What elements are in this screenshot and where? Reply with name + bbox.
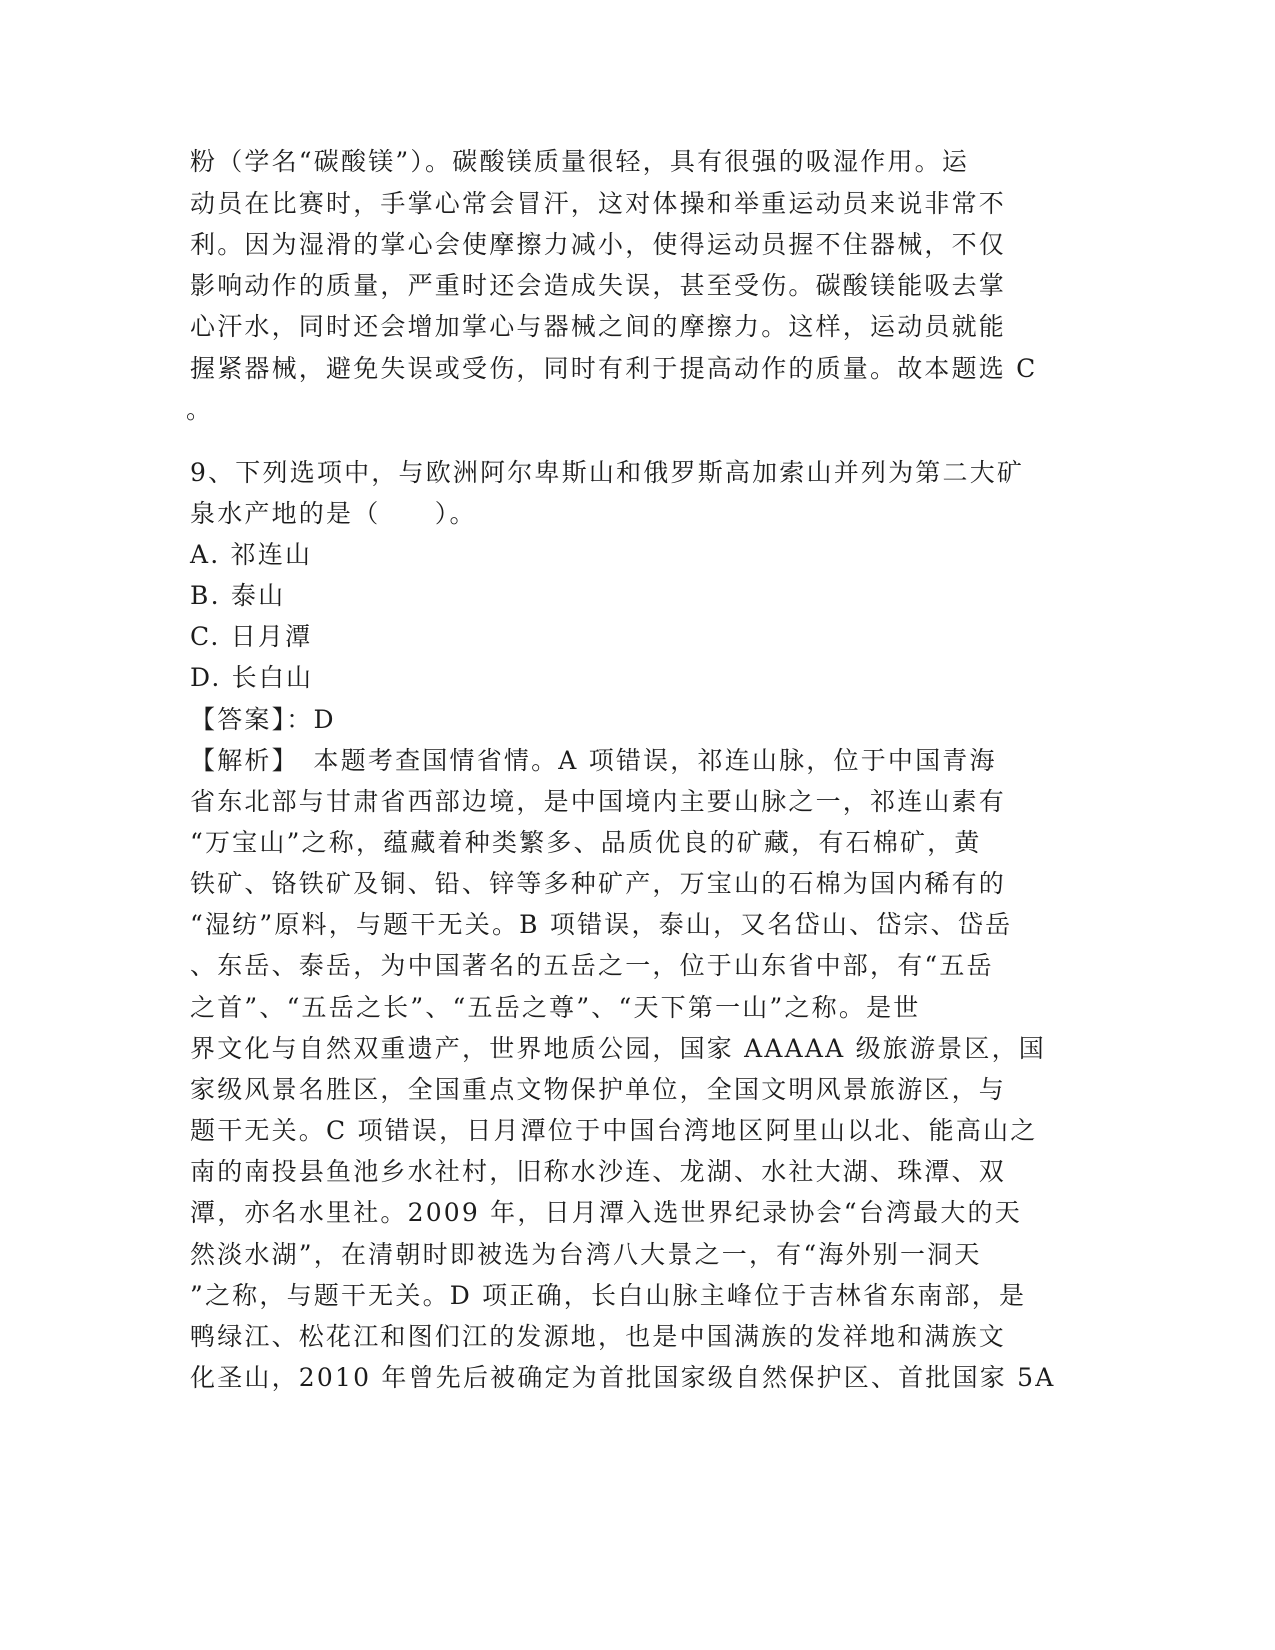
analysis-line: “湿纺”原料，与题干无关。B 项错误，泰山，又名岱山、岱宗、岱岳 bbox=[190, 910, 1013, 939]
text-line: 粉（学名“碳酸镁”）。碳酸镁质量很轻，具有很强的吸湿作用。运 bbox=[190, 147, 970, 176]
analysis-line: 、东岳、泰岳，为中国著名的五岳之一，位于山东省中部，有“五岳 bbox=[190, 951, 994, 980]
option-b: B. 泰山 bbox=[190, 581, 286, 610]
option-c: C. 日月潭 bbox=[190, 622, 313, 651]
analysis-line: 之首”、“五岳之长”、“五岳之尊”、“天下第一山”之称。是世 bbox=[190, 993, 921, 1022]
analysis-line: 化圣山，2010 年曾先后被确定为首批国家级自然保护区、首批国家 5A bbox=[190, 1363, 1056, 1392]
text-line: 动员在比赛时，手掌心常会冒汗，这对体操和举重运动员来说非常不 bbox=[190, 189, 1007, 218]
analysis-line: 界文化与自然双重遗产，世界地质公园，国家 AAAAA 级旅游景区，国 bbox=[190, 1034, 1046, 1063]
analysis-line: ”之称，与题干无关。D 项正确，长白山脉主峰位于吉林省东南部，是 bbox=[190, 1281, 1027, 1310]
answer-line: 【答案】：D bbox=[190, 705, 336, 734]
analysis-line: 然淡水湖”，在清朝时即被选为台湾八大景之一，有“海外别一洞天 bbox=[190, 1240, 982, 1269]
analysis-line: 家级风景名胜区，全国重点文物保护单位，全国文明风景旅游区，与 bbox=[190, 1075, 1007, 1104]
question-stem: 泉水产地的是（ ）。 bbox=[190, 499, 477, 528]
text-line: 握紧器械，避免失误或受伤，同时有利于提高动作的质量。故本题选 C bbox=[190, 354, 1038, 383]
text-line: 心汗水，同时还会增加掌心与器械之间的摩擦力。这样，运动员就能 bbox=[190, 312, 1007, 341]
text-line: 影响动作的质量，严重时还会造成失误，甚至受伤。碳酸镁能吸去掌 bbox=[190, 271, 1007, 300]
analysis-line: 南的南投县鱼池乡水社村，旧称水沙连、龙湖、水社大湖、珠潭、双 bbox=[190, 1157, 1007, 1186]
text-line: 。 bbox=[186, 395, 214, 424]
analysis-line: 【解析】 本题考查国情省情。A 项错误，祁连山脉，位于中国青海 bbox=[190, 746, 997, 775]
analysis-line: 铁矿、铬铁矿及铜、铅、锌等多种矿产，万宝山的石棉为国内稀有的 bbox=[190, 869, 1007, 898]
analysis-line: 潭，亦名水里社。2009 年，日月潭入选世界纪录协会“台湾最大的天 bbox=[190, 1198, 1022, 1227]
text-line: 利。因为湿滑的掌心会使摩擦力减小，使得运动员握不住器械，不仅 bbox=[190, 230, 1007, 259]
option-a: A. 祁连山 bbox=[190, 540, 313, 569]
question-stem: 9、下列选项中，与欧洲阿尔卑斯山和俄罗斯高加索山并列为第二大矿 bbox=[190, 458, 1025, 487]
analysis-line: “万宝山”之称，蕴藏着种类繁多、品质优良的矿藏，有石棉矿，黄 bbox=[190, 828, 982, 857]
option-d: D. 长白山 bbox=[190, 663, 314, 692]
analysis-line: 鸭绿江、松花江和图们江的发源地，也是中国满族的发祥地和满族文 bbox=[190, 1322, 1007, 1351]
analysis-line: 省东北部与甘肃省西部边境，是中国境内主要山脉之一，祁连山素有 bbox=[190, 787, 1007, 816]
analysis-line: 题干无关。C 项错误，日月潭位于中国台湾地区阿里山以北、能高山之 bbox=[190, 1116, 1038, 1145]
